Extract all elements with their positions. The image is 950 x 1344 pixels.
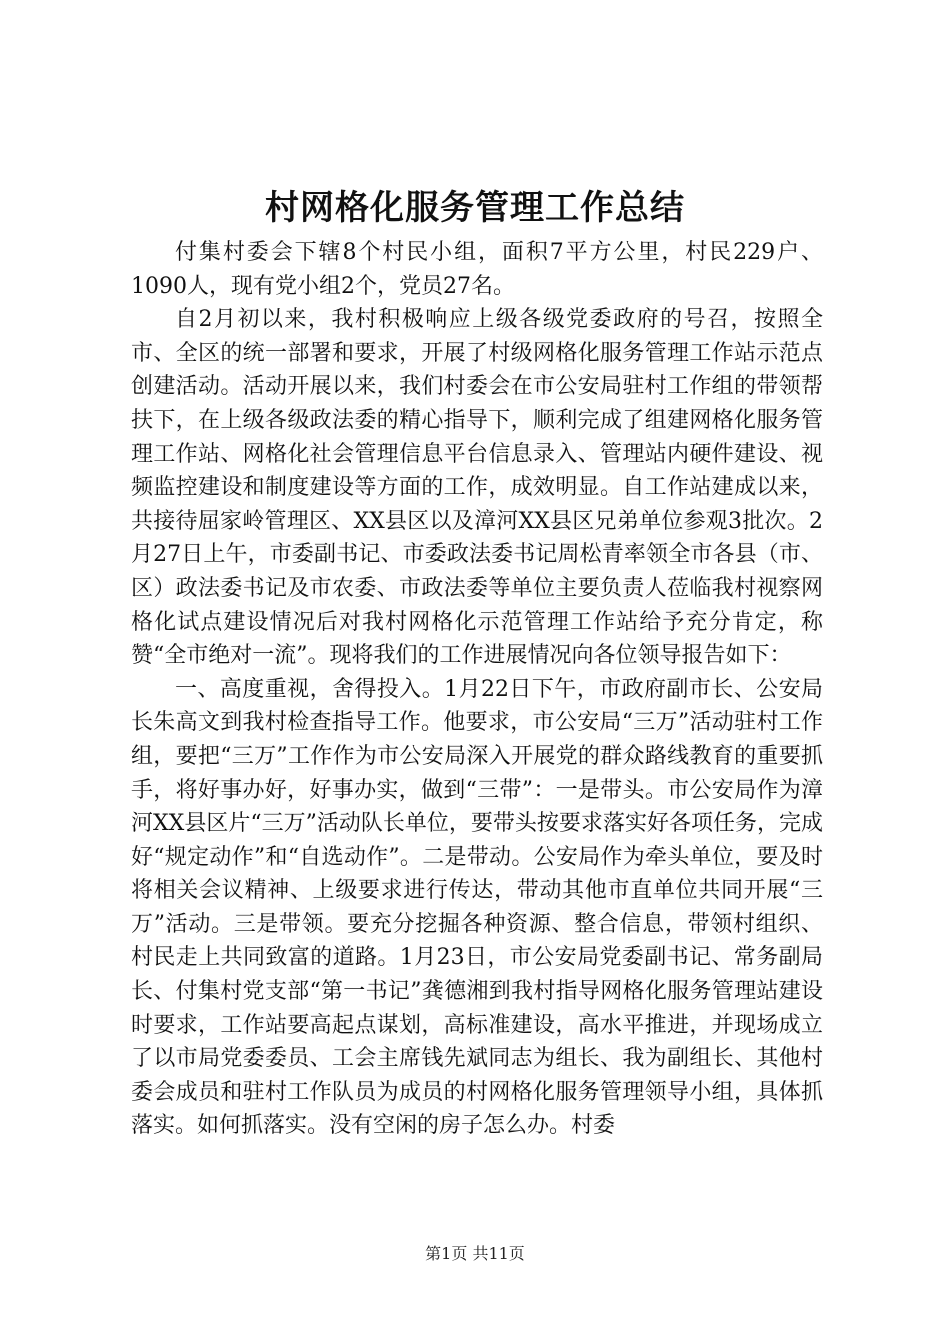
paragraph-overview: 付集村委会下辖8个村民小组，面积7平方公里，村民229户、1090人，现有党小组2个，党员27名。	[131, 240, 823, 299]
document-body	[131, 236, 823, 1143]
document-title: 村网格化服务管理工作总结	[265, 188, 685, 228]
page-footer: 第1页 共11页	[425, 1244, 525, 1263]
paragraph-section-one: 一、高度重视，舍得投入。1月22日下午，市政府副市长、公安局长朱高文到我村检查指导工作。他要求，市公安局“三万”活动驻村工作组，要把“三万”工作作为市公安局深入开展党的群众路线教育的重要抓手，将好事办好，好事办实，做到“三带”：一是带头。市公安局作为漳河XX县区片“三万”活动队长单位，要带头按要求落实好各项任务，完成好“规定动作”和“自选动作”。二是带动。公安局作为牵头单位，要及时将相关会议精神、上级要求进行传达，带动其他市直单位共同开展“三万”活动。三是带领。要充分挖掘各种资源、整合信息，带领村组织、村民走上共同致富的道路。1月23日，市公安局党委副书记、常务副局长、付集村党支部“第一书记”龚德湘到我村指导网格化服务管理站建设时要求，工作站要高起点谋划，高标准建设，高水平推进，并现场成立了以市局党委委员、工会主席钱先斌同志为组长、我为副组长、其他村委会成员和驻村工作队员为成员的村网格化服务管理领导小组，具体抓落实。如何抓落实。没有空闲的房子怎么办。村委	[131, 676, 823, 1139]
paragraph-activity: 自2月初以来，我村积极响应上级各级党委政府的号召，按照全市、全区的统一部署和要求，开展了村级网格化服务管理工作站示范点创建活动。活动开展以来，我们村委会在市公安局驻村工作组的带领帮扶下，在上级各级政法委的精心指导下，顺利完成了组建网格化服务管理工作站、网格化社会管理信息平台信息录入、管理站内硬件建设、视频监控建设和制度建设等方面的工作，成效明显。自工作站建成以来，共接待屈家岭管理区、XX县区以及漳河XX县区兄弟单位参观3批次。2月27日上午，市委副书记、市委政法委书记周松青率领全市各县（市、区）政法委书记及市农委、市政法委等单位主要负责人莅临我村视察网格化试点建设情况后对我村网格化示范管理工作站给予充分肯定，称赞“全市绝对一流”。现将我们的工作进展情况向各位领导报告如下：	[131, 307, 823, 669]
